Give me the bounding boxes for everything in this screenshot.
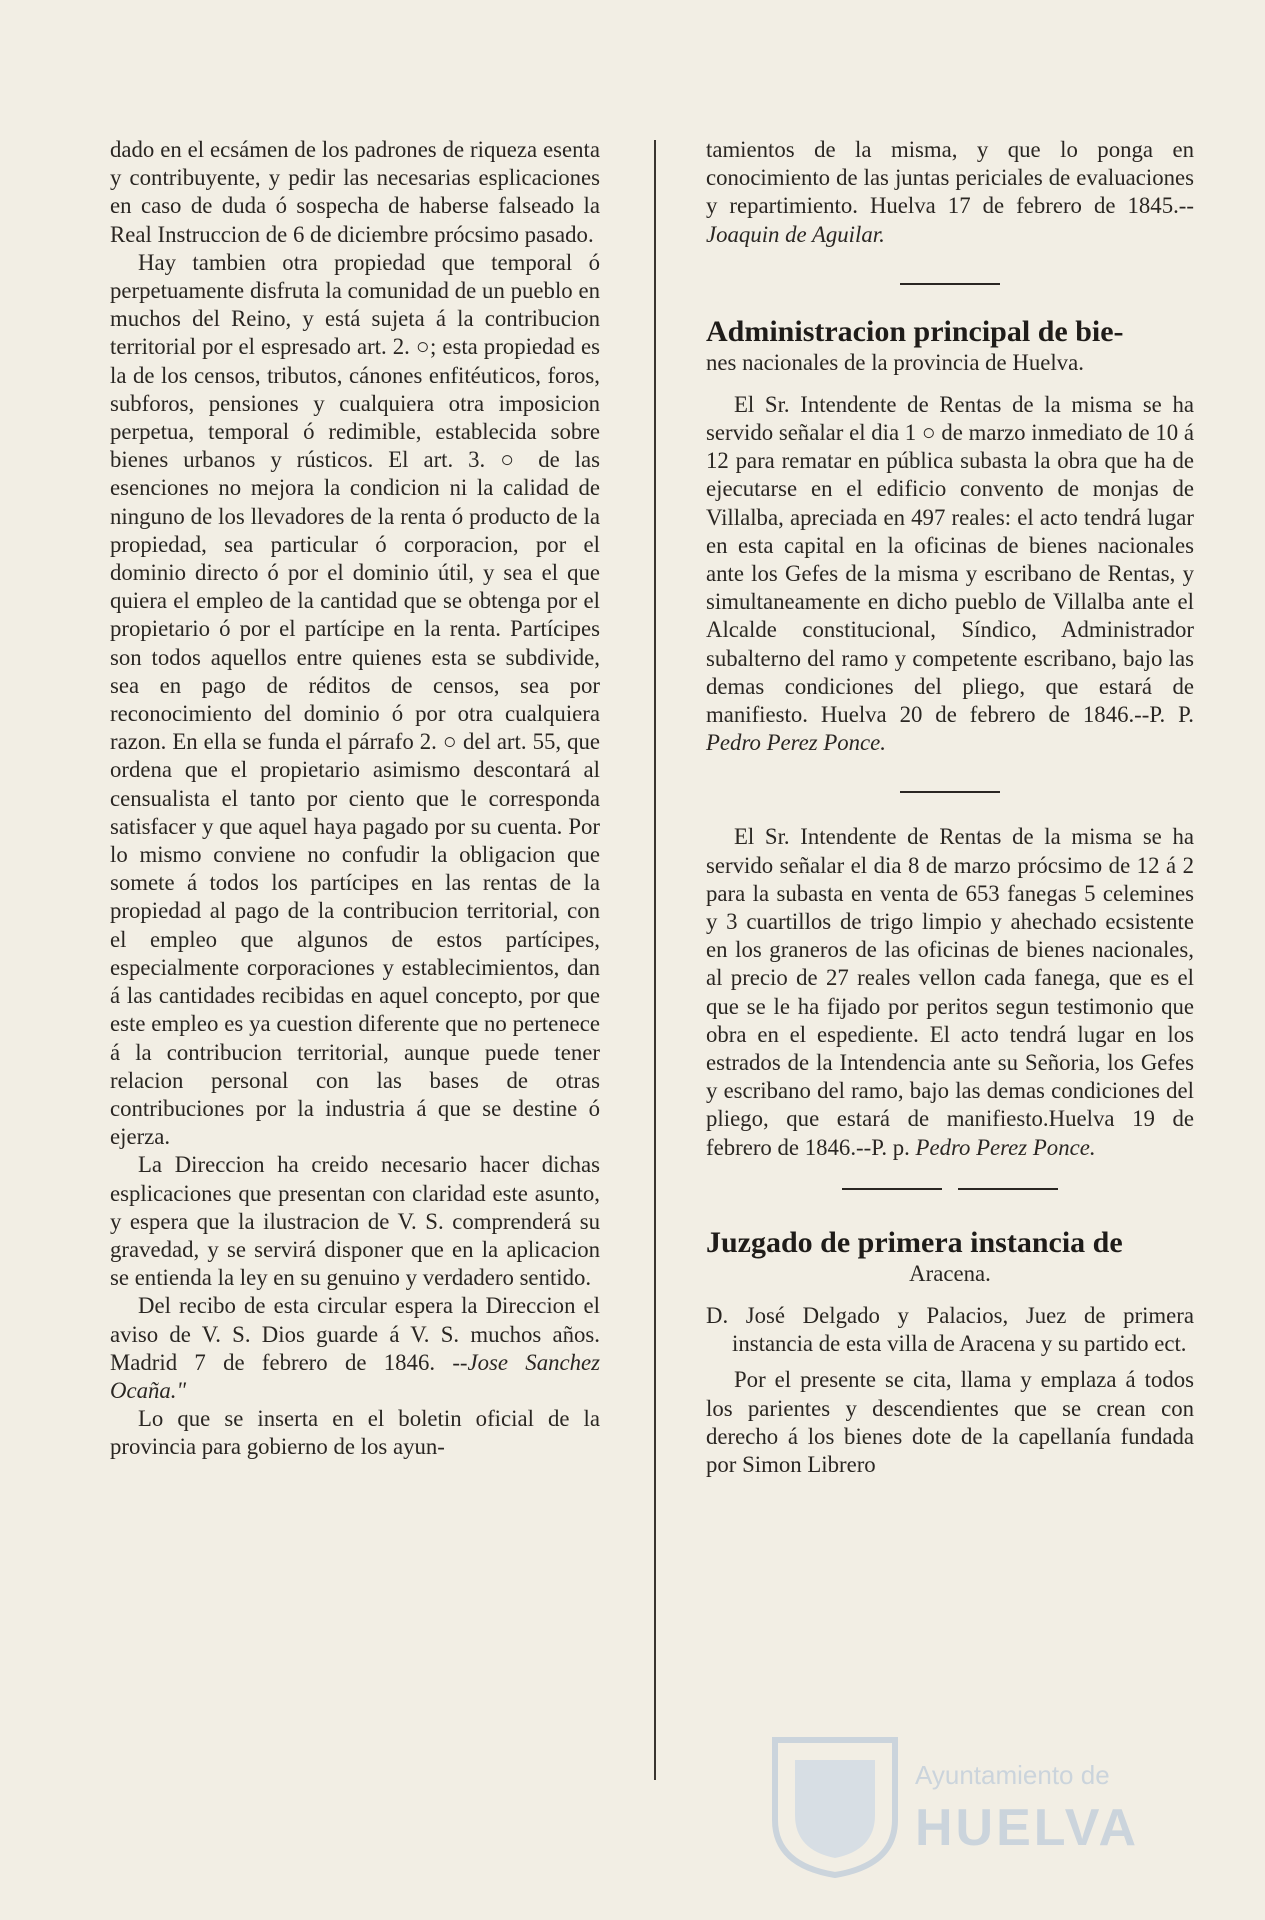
section-heading-bienes-nacionales: Administracion principal de bie- [706,314,1124,348]
section-subheading: nes nacionales de la provincia de Huelva. [706,349,1084,375]
separator [900,283,1000,285]
paragraph: Lo que se inserta en el boletin oficial de la provincia para gobierno de los ayun- [110,1406,600,1460]
notice-signature: Pedro Perez Ponce. [915,1134,1096,1160]
section-subheading: Aracena. [909,1260,991,1286]
double-separator [706,1188,1194,1190]
watermark-line2: HUELVA [915,1799,1140,1857]
notice-signature: Pedro Perez Ponce. [706,730,886,756]
right-column [706,136,1194,1479]
watermark-line1: Ayuntamiento de [915,1760,1110,1790]
notice-text: El Sr. Intendente de Rentas de la misma se ha servido señalar el dia 1 ○ de marzo inmediato de 10 á 12 para rematar en pública subasta la obra que ha de ejecutarse en el edificio convento de monjas de Villalba, apreciada en 497 reales: el acto tendrá lugar en esta capital en la oficinas de bienes nacionales ante los Gefes de la misma y escribano de Rentas, y simultaneamente en dicho pueblo de Villalba ante el Alcalde constitucional, Síndico, Administrador subalterno del ramo y competente escribano, bajo las demas condiciones del pliego, que estará de manifiesto. Huelva 20 de febrero de 1846.--P. P. [706,391,1194,728]
shield-icon [765,1730,905,1880]
judge-paragraph: D. José Delgado y Palacios, Juez de primera instancia de esta villa de Aracena y su partido ect. [706,1302,1194,1357]
intro-signature: Joaquin de Aguilar. [706,221,885,247]
left-column [110,136,600,1462]
column-divider [654,140,656,1780]
paragraph-text: Del recibo de esta circular espera la Direccion el aviso de V. S. Dios guarde á V. S. muchos años. Madrid 7 de febrero de 1846. [110,1293,600,1375]
intro-text: tamientos de la misma, y que lo ponga en conocimiento de las juntas periciales de evaluaciones y repartimiento. Huelva 17 de febrero de 1845.-- [706,137,1194,219]
notice-text: El Sr. Intendente de Rentas de la misma se ha servido señalar el dia 8 de marzo prócsimo de 12 á 2 para la subasta en venta de 653 fanegas 5 celemines y 3 cuartillos de trigo limpio y ahechado ecsistente en los graneros de las oficinas de bienes nacionales, al precio de 27 reales vellon cada fanega, que es el que se le ha fijado por peritos segun testimonio que obra en el espediente. El acto tendrá lugar en los estrados de la Intendencia ante su Señoria, los Gefes y escribano del ramo, bajo las demas condiciones del pliego, que estará de manifiesto.Huelva 19 de febrero de 1846.--P. p. [706,824,1194,1160]
notice-paragraph: Por el presente se cita, llama y emplaza á todos los parientes y descendientes que se crean con derecho á los bienes dote de la capellanía fundada por Simon Librero [706,1367,1194,1477]
separator [900,791,1000,793]
paragraph: dado en el ecsámen de los padrones de riqueza esenta y contribuyente, y pedir las necesarias esplicaciones en caso de duda ó sospecha de haberse falseado la Real Instruccion de 6 de diciembre prócsimo pasado. [110,137,600,247]
paragraph: La Direccion ha creido necesario hacer dichas esplicaciones que presentan con claridad este asunto, y espera que la ilustracion de V. S. comprenderá su gravedad, y se servirá disponer que en la aplicacion se entienda la ley en su genuino y verdadero sentido. [110,1152,600,1291]
paragraph [110,1292,600,1405]
section-heading-juzgado: Juzgado de primera instancia de [706,1225,1123,1259]
notice-paragraph [706,391,1194,758]
notice-paragraph [706,823,1194,1161]
intro-paragraph [706,136,1194,249]
paragraph: Hay tambien otra propiedad que temporal ó perpetuamente disfruta la comunidad de un pueblo en muchos del Reino, y está sujeta á la contribucion territorial por el espresado art. 2. ○; esta propiedad es la de los censos, tributos, cánones enfitéuticos, foros, subforos, pensiones y cualquiera otra imposicion perpetua, temporal ó redimible, establecida sobre bienes urbanos y rústicos. El art. 3. ○ de las esenciones no mejora la condicion ni la calidad de ninguno de los llevadores de la renta ó producto de la propiedad, sea particular ó corporacion, por el dominio directo ó por el dominio útil, y sea el que quiera el empleo de la cantidad que se obtenga por el propietario ó por el partícipe en la renta. Partícipes son todos aquellos entre quienes esta se subdivide, sea en pago de réditos de censos, sea por reconocimiento del dominio ó por otra cualquiera razon. En ella se funda el párrafo 2. ○ del art. 55, que ordena que el propietario asimismo descontará al censualista el tanto por ciento que le corresponda satisfacer y que aquel haya pagado por su cuenta. Por lo mismo conviene no confudir la obligacion que somete á todos los partícipes en las rentas de la propiedad al pago de la contribucion territorial, con el empleo que algunos de estos partícipes, especialmente corporaciones y establecimientos, dan á las cantidades recibidas en aquel concepto, por que este empleo es ya cuestion diferente que no pertenece á la contribucion territorial, aunque puede tener relacion personal con las bases de otras contribuciones por la industria á que se destine ó ejerza. [110,249,600,1150]
watermark [765,1730,1185,1880]
signature: --Jose Sanchez Ocaña." [110,1349,600,1403]
